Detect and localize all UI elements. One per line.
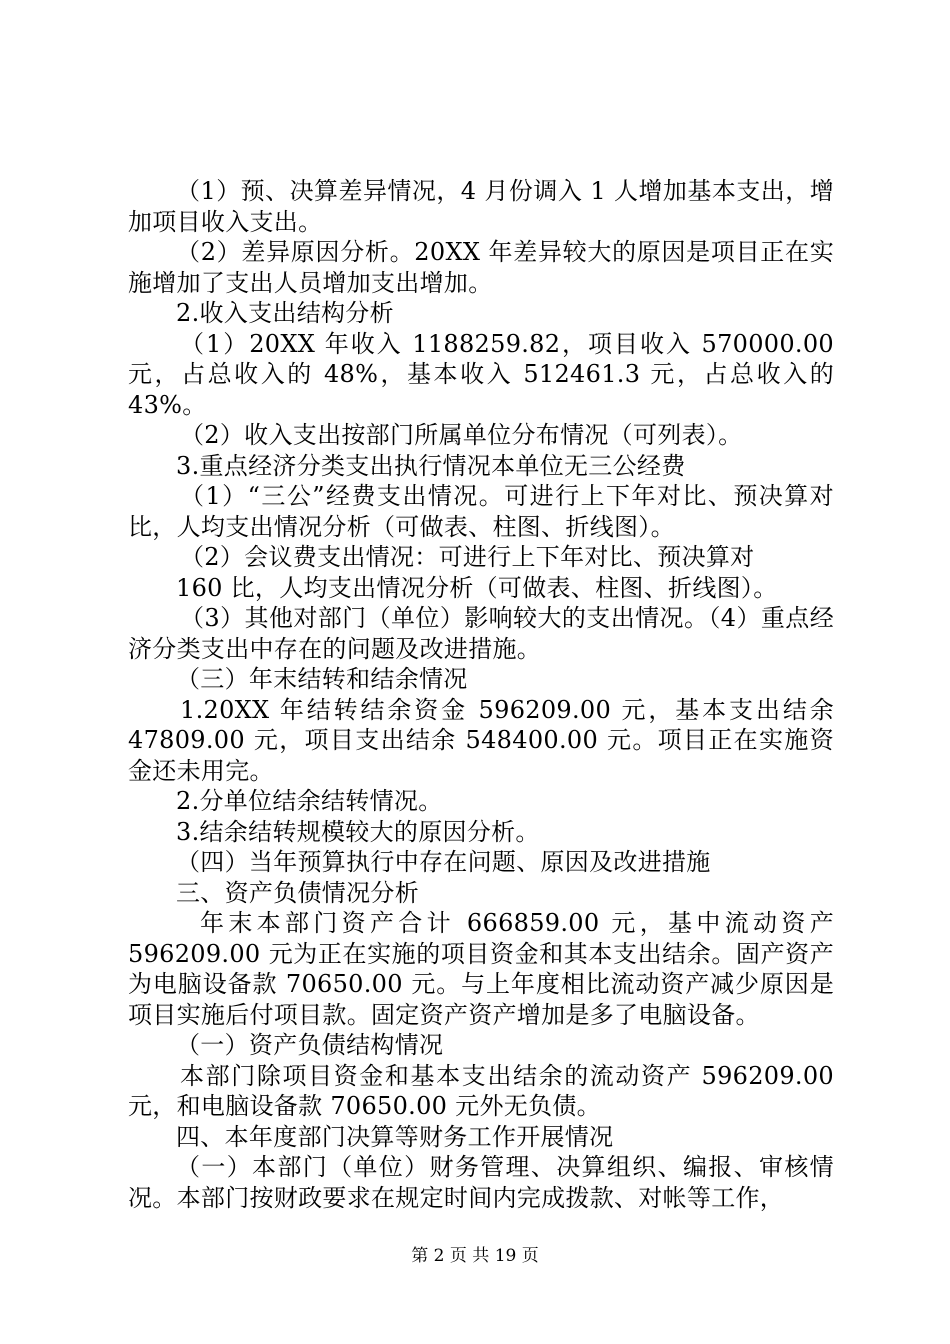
page-number-footer: 第 2 页 共 19 页 [411,1246,539,1266]
paragraph-9: 160 比，人均支出情况分析（可做表、柱图、折线图）。 [176,573,778,602]
paragraph-16: 三、资产负债情况分析 [176,878,419,907]
paragraph-3: 2.收入支出结构分析 [176,299,394,327]
document-body [128,176,834,1213]
paragraph-4: （1）20XX 年收入 1188259.82，项目收入 570000.00 元，占总收入的 48%，基本收入 512461.3 元，占总收入的 43%。 [128,329,834,419]
paragraph-7: （1）“三公”经费支出情况。可进行上下年对比、预决算对比，人均支出情况分析（可做表、柱图、折线图）。 [128,482,834,541]
paragraph-1: （1）预、决算差异情况，4 月份调入 1 人增加基本支出，增加项目收入支出。 [128,177,834,236]
paragraph-20: 四、本年度部门决算等财务工作开展情况 [176,1122,614,1151]
paragraph-21: （一）本部门（单位）财务管理、决算组织、编报、审核情况。本部门按财政要求在规定时间内完成拨款、对帐等工作， [128,1153,834,1212]
paragraph-14: 3.结余结转规模较大的原因分析。 [176,817,540,846]
paragraph-13: 2.分单位结余结转情况。 [176,787,443,815]
paragraph-10: （3）其他对部门（单位）影响较大的支出情况。（4）重点经济分类支出中存在的问题及改进措施。 [128,604,834,663]
paragraph-15: （四）当年预算执行中存在问题、原因及改进措施 [176,848,711,876]
paragraph-8: （2）会议费支出情况：可进行上下年对比、预决算对 [180,543,755,571]
paragraph-12: 1.20XX 年结转结余资金 596209.00 元，基本支出结余 47809.00 元，项目支出结余 548400.00 元。项目正在实施资金还未用完。 [128,695,834,785]
paragraph-17: 年末本部门资产合计 666859.00 元，基中流动资产 596209.00 元为正在实施的项目资金和其本支出结余。固产资产为电脑设备款 70650.00 元。与上年度相比流动资产减少原因是项目实施后付项目款。固定资产资产增加是多了电脑设备。 [128,909,834,1029]
paragraph-2: （2）差异原因分析。20XX 年差异较大的原因是项目正在实施增加了支出人员增加支出增加。 [128,238,834,297]
paragraph-6: 3.重点经济分类支出执行情况本单位无三公经费 [176,451,686,480]
paragraph-18: （一）资产负债结构情况 [176,1031,444,1059]
paragraph-5: （2）收入支出按部门所属单位分布情况（可列表）。 [180,421,743,449]
paragraph-11: （三）年末结转和结余情况 [176,665,468,693]
paragraph-19: 本部门除项目资金和基本支出结余的流动资产 596209.00 元，和电脑设备款 70650.00 元外无负债。 [128,1061,834,1120]
